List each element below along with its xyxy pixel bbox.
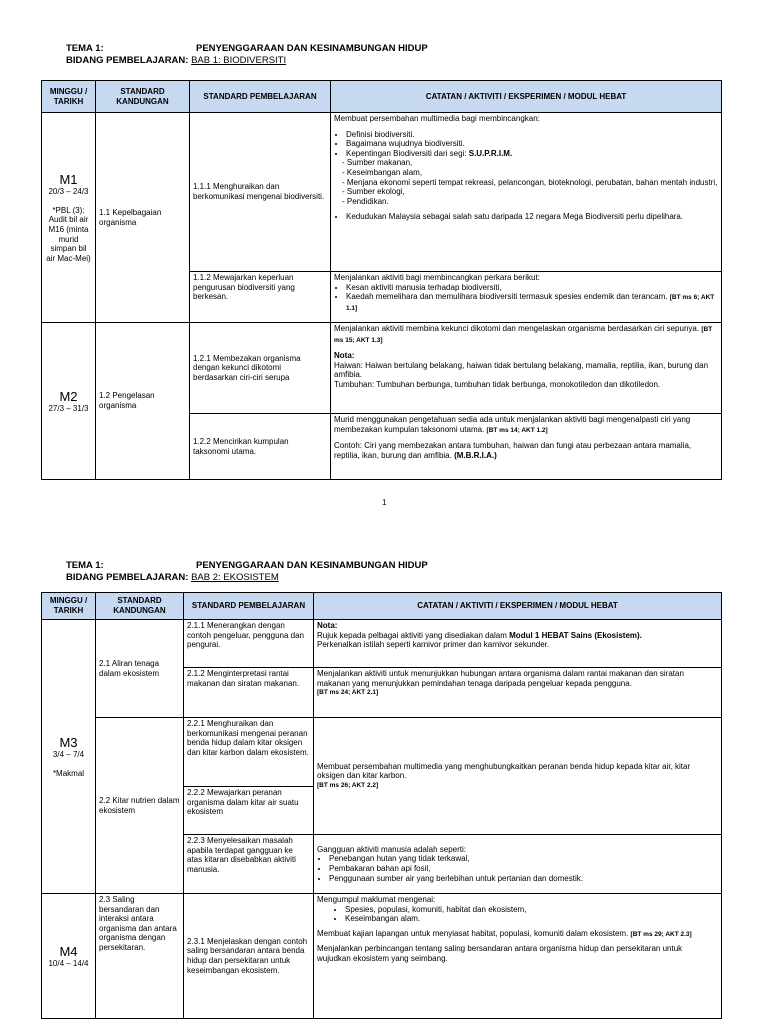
catatan-list bbox=[334, 212, 718, 222]
page-number: 1 bbox=[382, 498, 387, 507]
catatan-text: Menjalankan aktiviti bagi membincangkan perkara berikut: bbox=[334, 273, 540, 282]
sk-cell: 1.1 Kepelbagaian organisma bbox=[96, 113, 190, 323]
catatan-text: Murid menggunakan pengetahuan sedia ada untuk menjalankan aktiviti bagi mengenalpasti ciri yang membezakan kumpulan taksonomi utama. [BT ms 14; AKT 1.2] bbox=[334, 415, 691, 434]
list-item: - Menjana ekonomi seperti tempat rekreasi, pelancongan, bioteknologi, perubatan, bahan mentah industri, bbox=[342, 178, 718, 188]
catatan-text: Perkenalkan istilah seperti karnivor primer dan karnivor sekunder. bbox=[317, 640, 550, 650]
sk-cell: 1.2 Pengelasan organisma bbox=[96, 323, 190, 480]
week-date: 27/3 – 31/3 bbox=[48, 403, 89, 413]
list-item: • Spesies, populasi, komuniti, habitat dan ekosistem, bbox=[345, 905, 718, 915]
list-item: • Kepentingan Biodiversiti dari segi: S.U.P.R.I.M. bbox=[346, 149, 718, 159]
week-note: *PBL (3): Audit bil air M16 (minta murid simpan bil air Mac-Mei) bbox=[46, 205, 91, 263]
list-item: • Pembakaran bahan api fosil, bbox=[329, 864, 718, 874]
catatan-text: Haiwan: Haiwan bertulang belakang, haiwan tidak bertulang belakang, mamalia, reptilia, ikan, burung dan amfibia. bbox=[334, 360, 709, 380]
sp-cell: 2.1.1 Menerangkan dengan contoh pengeluar, pengguna dan pengurai. bbox=[184, 620, 314, 668]
week-cell-m1 bbox=[42, 113, 96, 323]
list-item: • Keseimbangan alam. bbox=[345, 914, 718, 924]
catatan-text: Tumbuhan: Tumbuhan berbunga, tumbuhan tidak berbunga, monokotiledon dan dikotiledon. bbox=[334, 379, 661, 389]
bidang-label: BIDANG PEMBELAJARAN: bbox=[66, 572, 189, 583]
list-item: • Kesan aktiviti manusia terhadap biodiversiti, bbox=[346, 283, 718, 293]
week-label: M1 bbox=[59, 171, 78, 187]
page2-table bbox=[41, 592, 722, 1019]
week-label: M4 bbox=[59, 943, 78, 959]
tema-label: TEMA 1: bbox=[66, 560, 104, 571]
col-header-sk: STANDARD KANDUNGAN bbox=[96, 81, 190, 113]
catatan-ref: [BT ms 24; AKT 2.1] bbox=[317, 689, 379, 697]
catatan-text: Menjalankan aktiviti membina kekunci dikotomi dan mengelaskan organisma berdasarkan ciri sepunya. [BT ms 15; AKT 1.3] bbox=[334, 324, 713, 344]
list-item: • Bagaimana wujudnya biodiversiti. bbox=[346, 139, 718, 149]
sp-cell: 2.3.1 Menjelaskan dengan contoh saling bersandaran antara benda hidup dan persekitaran untuk keseimbangan ekosistem. bbox=[184, 894, 314, 1019]
catatan-sublist bbox=[334, 158, 718, 206]
catatan-list bbox=[317, 854, 718, 883]
sp-cell: 1.1.1 Menghuraikan dan berkomunikasi mengenai biodiversiti. bbox=[190, 113, 331, 272]
list-item: - Sumber makanan, bbox=[342, 158, 718, 168]
col-header-sp: STANDARD PEMBELAJARAN bbox=[184, 593, 314, 620]
col-header-catatan: CATATAN / AKTIVITI / EKSPERIMEN / MODUL HEBAT bbox=[314, 593, 722, 620]
bidang-label: BIDANG PEMBELAJARAN: bbox=[66, 55, 189, 66]
sp-cell: 2.2.1 Menghuraikan dan berkomunikasi mengenai peranan benda hidup dalam kitar oksigen dan kitar karbon dalam ekosistem. bbox=[184, 718, 314, 787]
list-item: - Sumber ekologi, bbox=[342, 187, 718, 197]
catatan-cell bbox=[314, 718, 722, 835]
col-header-sk: STANDARD KANDUNGAN bbox=[96, 593, 184, 620]
sp-cell: 2.2.3 Menyelesaikan masalah apabila terdapat gangguan ke atas kitaran disebabkan aktiviti manusia. bbox=[184, 835, 314, 894]
catatan-cell bbox=[314, 894, 722, 1019]
sk-cell: 2.1 Aliran tenaga dalam ekosistem bbox=[96, 620, 184, 718]
catatan-cell bbox=[331, 272, 722, 323]
list-item: - Keseimbangan alam, bbox=[342, 168, 718, 178]
page1-table bbox=[41, 80, 722, 480]
col-header-sp: STANDARD PEMBELAJARAN bbox=[190, 81, 331, 113]
week-date: 3/4 – 7/4 bbox=[52, 749, 85, 759]
week-date: 10/4 – 14/4 bbox=[48, 958, 89, 968]
catatan-list bbox=[334, 130, 718, 159]
catatan-list bbox=[317, 905, 718, 924]
week-cell-m3 bbox=[42, 620, 96, 894]
list-item: - Pendidikan. bbox=[342, 197, 718, 207]
tema-label: TEMA 1: bbox=[66, 43, 104, 54]
list-item: • Kaedah memelihara dan memulihara biodiversiti termasuk spesies endemik dan terancam. [BT ms 6; AKT 1.1] bbox=[346, 292, 718, 313]
page2-header bbox=[66, 560, 428, 584]
catatan-text: Rujuk kepada pelbagai aktiviti yang disediakan dalam Modul 1 HEBAT Sains (Ekosistem). bbox=[317, 630, 642, 640]
list-item: • Definisi biodiversiti. bbox=[346, 130, 718, 140]
list-item: • Penggunaan sumber air yang berlebihan untuk pertanian dan domestik. bbox=[329, 874, 718, 884]
week-label: M3 bbox=[59, 734, 78, 750]
week-label: M2 bbox=[59, 388, 78, 404]
col-header-minggu: MINGGU / TARIKH bbox=[42, 593, 96, 620]
nota-label: Nota: bbox=[334, 351, 355, 361]
catatan-list bbox=[334, 283, 718, 314]
sk-cell: 2.3 Saling bersandaran dan interaksi antara organisma dan antara organisma dengan persekitaran. bbox=[96, 894, 184, 1019]
catatan-text: Contoh: Ciri yang membezakan antara tumbuhan, haiwan dan fungi atau perbezaan antara mamalia, reptilia, ikan, burung dan amfibia. (M.B.R.I.A.) bbox=[334, 441, 692, 460]
tema-title: PENYENGGARAAN DAN KESINAMBUNGAN HIDUP bbox=[196, 43, 428, 54]
week-date: 20/3 – 24/3 bbox=[48, 186, 89, 196]
catatan-cell bbox=[314, 668, 722, 718]
catatan-text: Membuat persembahan multimedia bagi membincangkan: bbox=[334, 114, 540, 123]
sp-cell: 2.2.2 Mewajarkan peranan organisma dalam kitar air suatu ekosistem bbox=[184, 787, 314, 835]
catatan-text: Membuat persembahan multimedia yang menghubungkaitkan peranan benda hidup kepada kitar air, kitar oksigen dan kitar karbon. bbox=[317, 761, 691, 781]
catatan-cell bbox=[314, 835, 722, 894]
catatan-ref: [BT ms 26; AKT 2.2] bbox=[317, 781, 379, 789]
col-header-minggu: MINGGU / TARIKH bbox=[42, 81, 96, 113]
nota-label: Nota: bbox=[317, 621, 338, 630]
page1-header bbox=[66, 43, 428, 67]
sp-cell: 1.1.2 Mewajarkan keperluan pengurusan biodiversiti yang berkesan. bbox=[190, 272, 331, 323]
catatan-text: Mengumpul maklumat mengenai: bbox=[317, 895, 436, 904]
tema-title: PENYENGGARAAN DAN KESINAMBUNGAN HIDUP bbox=[196, 560, 428, 571]
catatan-text: Menjalankan perbincangan tentang saling bersandaran antara organisma hidup dan persekitaran untuk wujudkan ekosistem yang seimbang. bbox=[317, 944, 683, 963]
list-item: • Penebangan hutan yang tidak terkawal, bbox=[329, 854, 718, 864]
list-item: • Kedudukan Malaysia sebagai salah satu daripada 12 negara Mega Biodiversiti perlu dipelihara. bbox=[346, 212, 718, 222]
sp-cell: 1.2.1 Membezakan organisma dengan kekunci dikotomi berdasarkan ciri-ciri serupa bbox=[190, 323, 331, 414]
sk-cell: 2.2 Kitar nutrien dalam ekosistem bbox=[96, 718, 184, 894]
sp-cell: 2.1.2 Menginterpretasi rantai makanan dan siratan makanan. bbox=[184, 668, 314, 718]
catatan-text: Membuat kajian lapangan untuk menyiasat habitat, populasi, komuniti dalam ekosistem. [BT ms 29; AKT 2.3] bbox=[317, 928, 692, 938]
catatan-cell bbox=[331, 414, 722, 480]
week-cell-m4 bbox=[42, 894, 96, 1019]
catatan-cell bbox=[331, 323, 722, 414]
week-note: *Makmal bbox=[52, 768, 85, 778]
sp-cell: 1.2.2 Mencirikan kumpulan taksonomi utama. bbox=[190, 414, 331, 480]
week-cell-m2 bbox=[42, 323, 96, 480]
catatan-text: Menjalankan aktiviti untuk menunjukkan hubungan antara organisma dalam rantai makanan dan siratan makanan yang menunjukkan pemindahan tenaga daripada pengeluar kepada pengguna. bbox=[317, 669, 684, 688]
catatan-cell bbox=[331, 113, 722, 272]
bidang-value: BAB 2: EKOSISTEM bbox=[191, 572, 279, 583]
catatan-cell bbox=[314, 620, 722, 668]
catatan-text: Gangguan aktiviti manusia adalah seperti: bbox=[317, 844, 466, 854]
bidang-value: BAB 1: BIODIVERSITI bbox=[191, 55, 287, 66]
col-header-catatan: CATATAN / AKTIVITI / EKSPERIMEN / MODUL HEBAT bbox=[331, 81, 722, 113]
